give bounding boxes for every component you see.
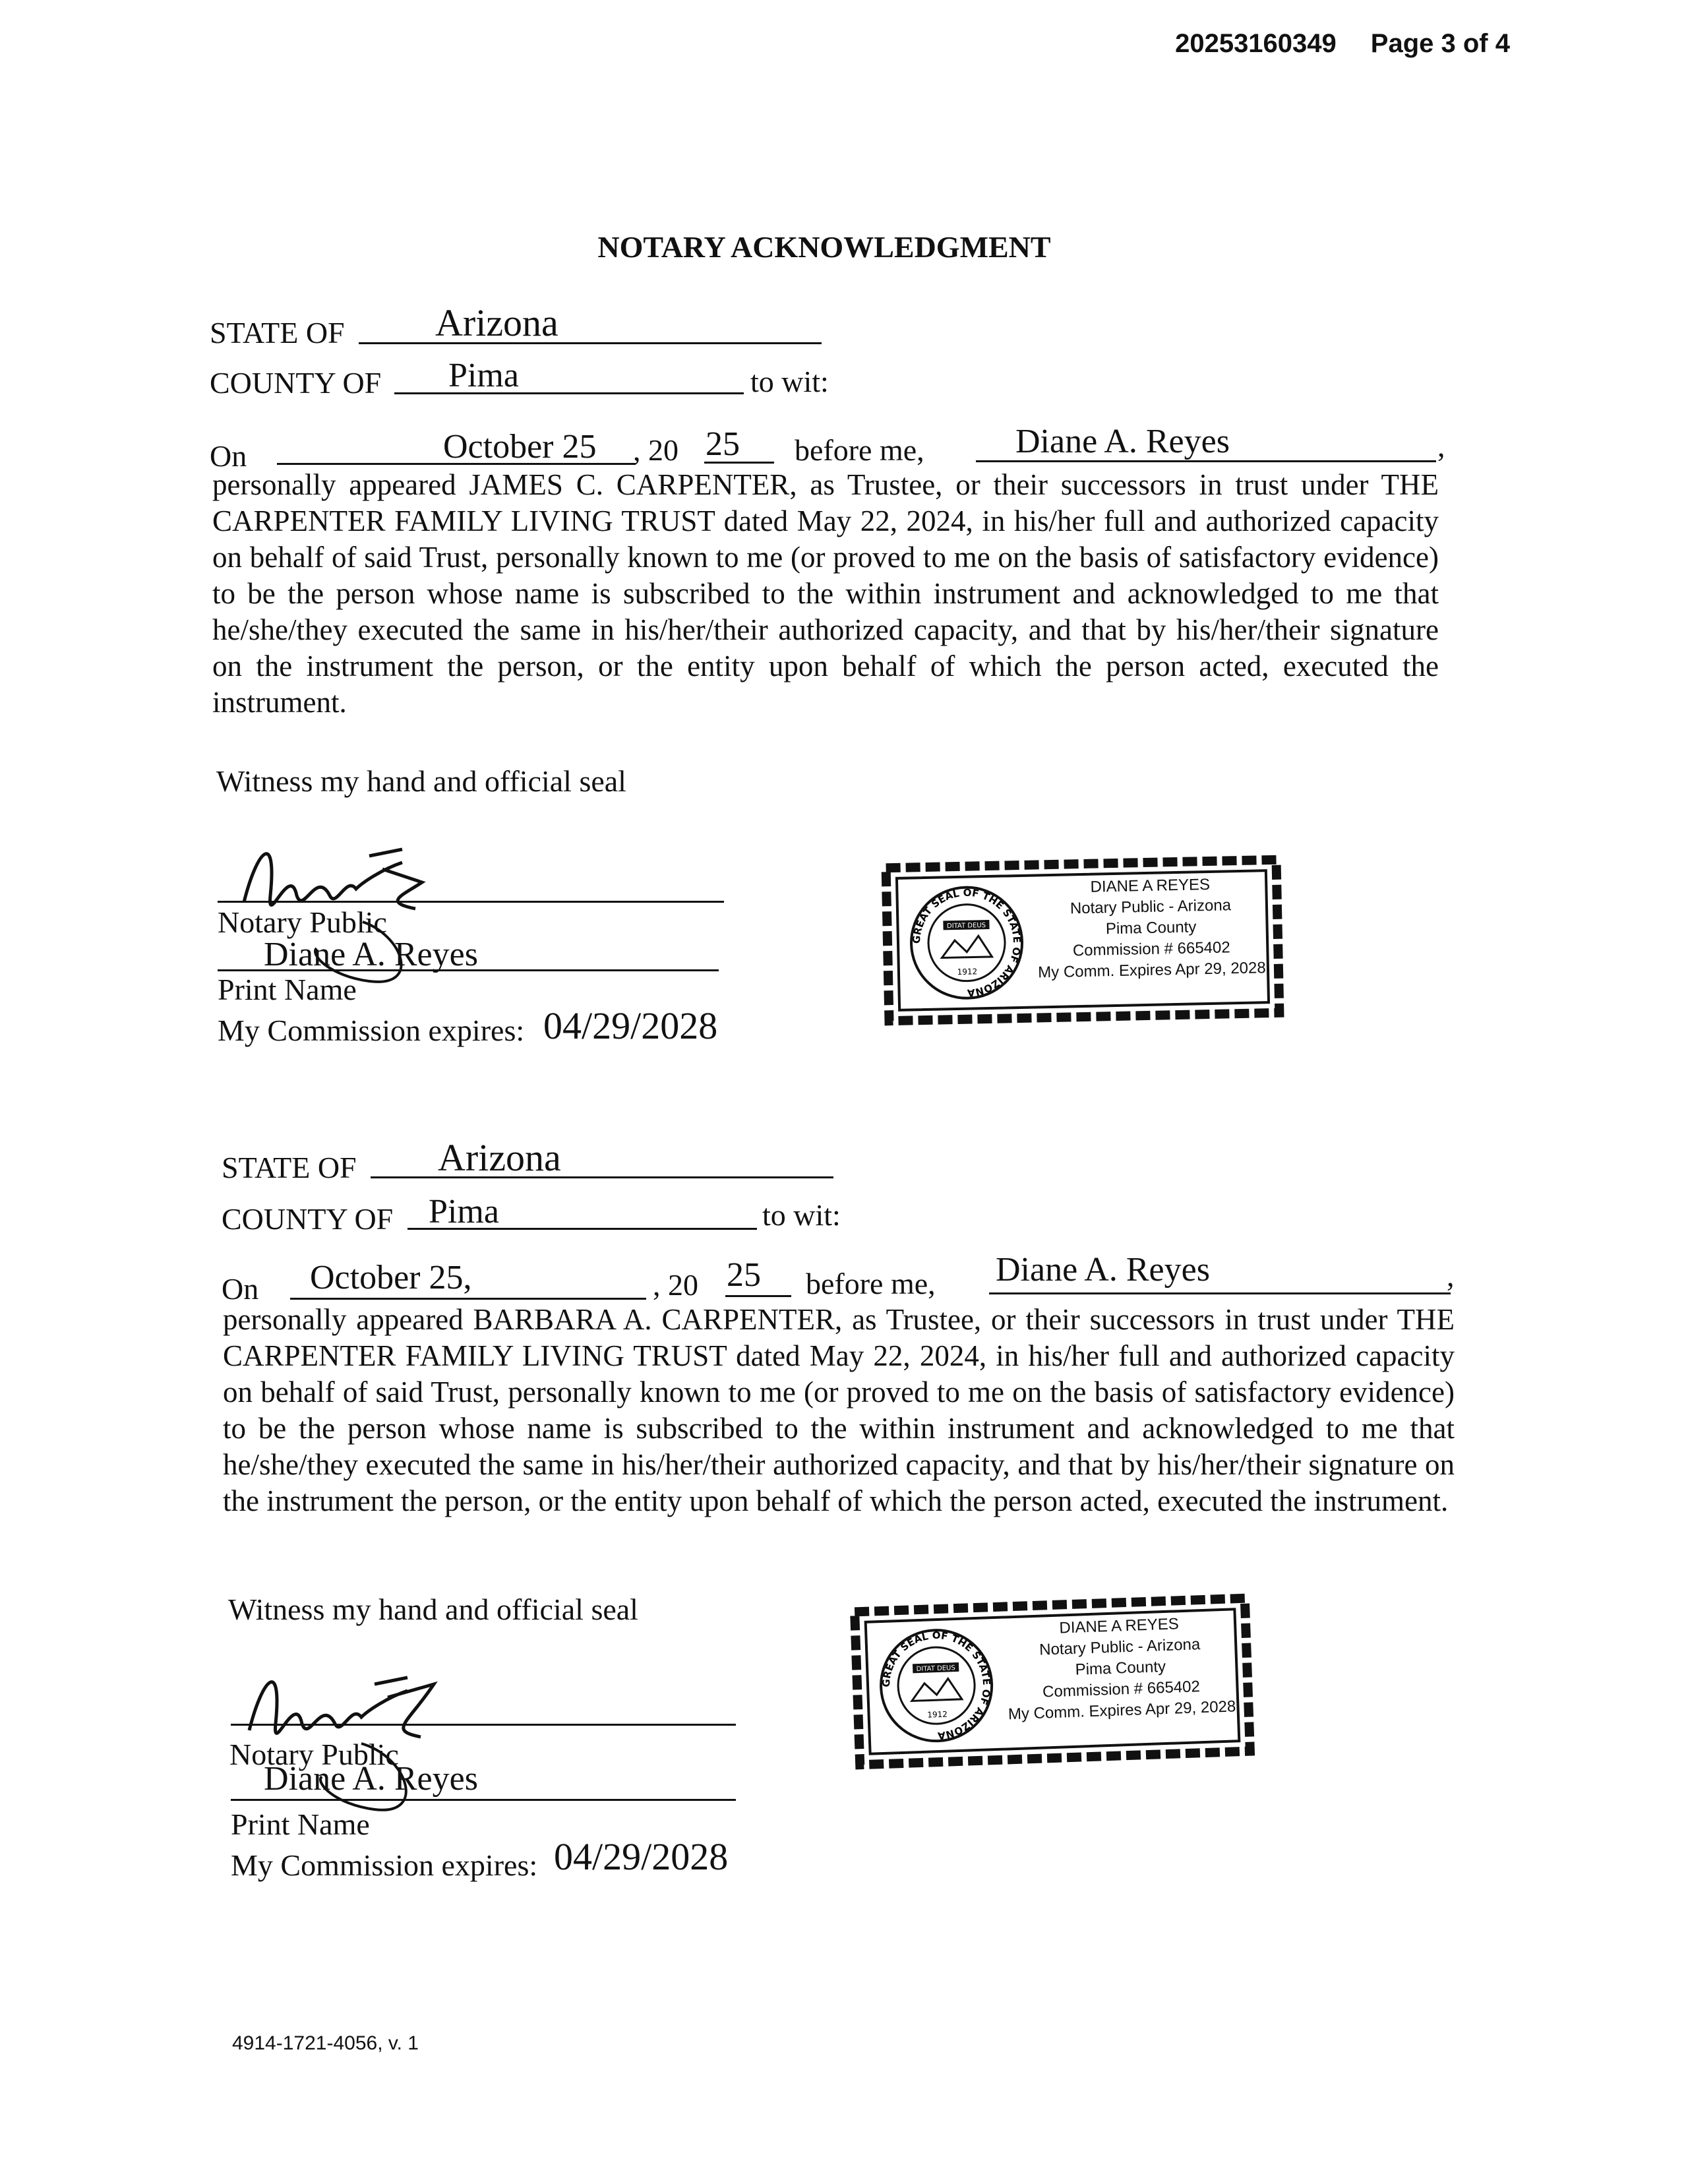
print-name-handwritten: Diane A. Reyes — [264, 936, 478, 973]
county-label: COUNTY OF — [222, 1202, 394, 1236]
state-label: STATE OF — [210, 316, 345, 349]
year-handwritten: 25 — [727, 1256, 761, 1294]
stamp-line-name: DIANE A REYES — [1090, 875, 1211, 896]
stamp-line-expires: My Comm. Expires Apr 29, 2028 — [1037, 959, 1266, 982]
county-underline — [394, 392, 744, 394]
stamp-line-commission: Commission # 665402 — [1042, 1678, 1201, 1701]
seal-motto: DITAT DEUS — [916, 1664, 955, 1674]
stamp-line-title: Notary Public - Arizona — [1070, 896, 1232, 918]
on-label: On — [222, 1272, 259, 1306]
date-handwritten: October 25 — [443, 428, 597, 466]
year-prefix: , 20 — [653, 1268, 698, 1302]
seal-year: 1912 — [957, 967, 978, 977]
to-wit-label: to wit: — [762, 1198, 841, 1232]
acknowledgment-body: personally appeared BARBARA A. CARPENTER, as Trustee, or their successors in trust under THE CARPENTER FAMILY LIVING TRUST dated May 22, 2024, in his/her full and authorized capacity on behalf of said Trust, personally known to me (or proved to me on the basis of satisfactory evidence) to be the person whose name is subscribed to the within instrument and acknowledged to me that he/she/they executed the same in his/her/their authorized capacity, and that by his/her/their signature on the instrument the person, or the entity upon behalf of which the person acted, executed the instrument. — [223, 1303, 1455, 1517]
stamp-line-expires: My Comm. Expires Apr 29, 2028 — [1008, 1697, 1236, 1724]
acknowledgment-block-1 — [0, 0, 1688, 1047]
stamp-details — [1000, 1612, 1241, 1725]
seal-year: 1912 — [927, 1709, 948, 1720]
to-wit-label: to wit: — [750, 365, 829, 398]
state-underline — [359, 342, 822, 344]
state-label: STATE OF — [222, 1151, 357, 1184]
comma: , — [1437, 429, 1445, 463]
year-underline — [725, 1295, 791, 1297]
before-me-label: before me, — [806, 1267, 936, 1300]
print-name-line — [231, 1799, 736, 1801]
commission-label: My Commission expires: — [218, 1014, 525, 1047]
notary-public-label: Notary Public — [229, 1738, 399, 1771]
notary-name-handwritten: Diane A. Reyes — [1015, 423, 1230, 460]
comma: , — [1447, 1259, 1455, 1292]
commission-handwritten: 04/29/2028 — [543, 1004, 718, 1047]
document-footer: 4914-1721-4056, v. 1 — [232, 2032, 419, 2054]
stamp-line-county: Pima County — [1075, 1657, 1166, 1679]
stamp-line-title: Notary Public - Arizona — [1039, 1635, 1201, 1659]
witness-statement: Witness my hand and official seal — [228, 1592, 638, 1626]
commission-label: My Commission expires: — [231, 1848, 538, 1882]
acknowledgment-body: personally appeared JAMES C. CARPENTER, as Trustee, or their successors in trust under THE CARPENTER FAMILY LIVING TRUST dated May 22, 2024, in his/her full and authorized capacity on behalf of said Trust, personally known to me (or proved to me on the basis of satisfactory evidence) to be the person whose name is subscribed to the within instrument and acknowledged to me that he/she/they executed the same in his/her/their authorized capacity, and that by his/her/their signature on the instrument the person, or the entity upon behalf of which the person acted, executed the instrument. — [212, 468, 1439, 719]
notary-name-handwritten: Diane A. Reyes — [996, 1251, 1210, 1289]
before-me-label: before me, — [795, 433, 924, 467]
notary-name-underline — [989, 1292, 1451, 1294]
state-handwritten: Arizona — [435, 301, 558, 344]
year-handwritten: 25 — [706, 425, 740, 463]
print-name-label: Print Name — [218, 973, 357, 1006]
notary-stamp — [848, 1591, 1257, 1771]
page-title: NOTARY ACKNOWLEDGMENT — [597, 230, 1051, 264]
year-prefix: , 20 — [633, 433, 678, 467]
commission-handwritten: 04/29/2028 — [554, 1835, 729, 1878]
witness-statement: Witness my hand and official seal — [216, 764, 626, 798]
document-number: 20253160349 — [1175, 29, 1337, 58]
stamp-line-county: Pima County — [1105, 918, 1197, 938]
notary-public-label: Notary Public — [218, 905, 387, 939]
state-handwritten: Arizona — [438, 1136, 561, 1179]
date-underline — [290, 1298, 646, 1300]
svg-text:GREAT SEAL OF THE STATE OF ARI — [878, 1627, 994, 1744]
county-label: COUNTY OF — [210, 366, 382, 400]
seal-ring-text: GREAT SEAL OF THE STATE OF ARIZONA — [910, 886, 1023, 999]
county-handwritten: Pima — [429, 1193, 499, 1230]
county-handwritten: Pima — [448, 357, 519, 394]
print-name-handwritten: Diane A. Reyes — [264, 1760, 478, 1798]
stamp-line-name: DIANE A REYES — [1059, 1615, 1180, 1637]
date-handwritten: October 25, — [310, 1259, 472, 1296]
print-name-label: Print Name — [231, 1807, 370, 1841]
seal-ring-text: GREAT SEAL OF THE STATE OF ARIZONA — [880, 1629, 993, 1742]
acknowledgment-block-2 — [0, 828, 1688, 1882]
stamp-line-commission: Commission # 665402 — [1072, 938, 1230, 960]
on-label: On — [210, 439, 247, 473]
page-indicator: Page 3 of 4 — [1370, 29, 1510, 58]
arizona-seal-icon — [875, 1624, 998, 1747]
seal-motto: DITAT DEUS — [946, 922, 986, 930]
